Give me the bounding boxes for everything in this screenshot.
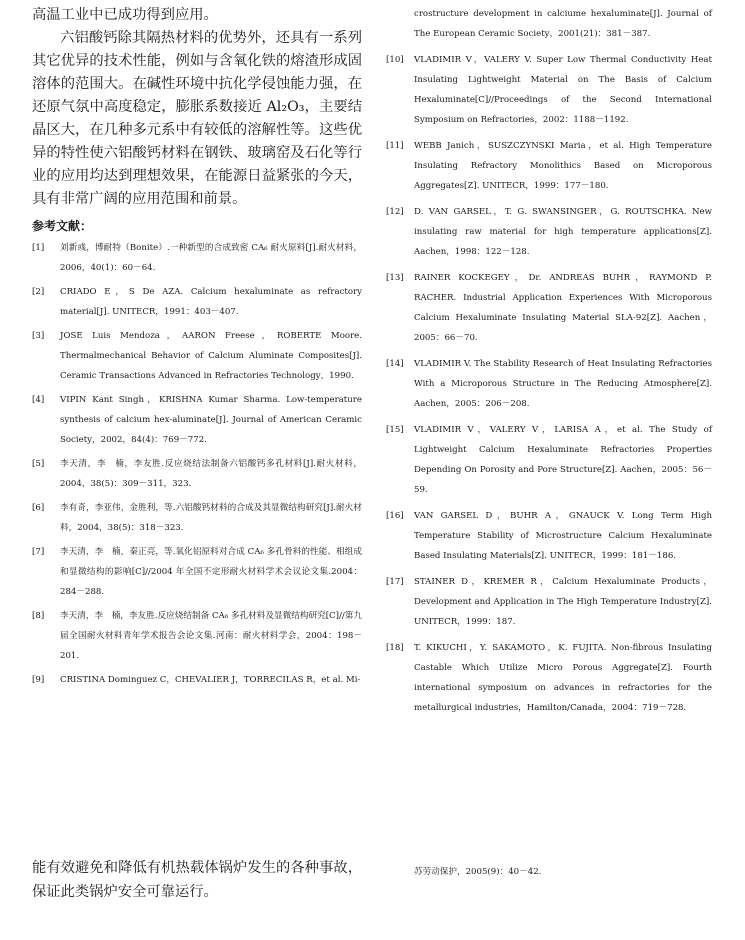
reference-item xyxy=(386,268,712,348)
reference-text: CRISTINA Dominguez C，CHEVALIER J，TORRECILAS R，et al. Mi- xyxy=(60,675,361,685)
references-list-left xyxy=(32,238,362,690)
references-heading: 参考文献： xyxy=(32,219,93,233)
reference-text: VLADIMIR V. The Stability Research of Heat Insulating Refractories With a Microporous Structure in The Reducing Atmosphere[Z]. Aachen，2005：206－208. xyxy=(414,359,712,409)
reference-number: [8] xyxy=(32,611,45,621)
reference-item xyxy=(386,4,712,44)
reference-text: RAINER KOCKEGEY，Dr. ANDREAS BUHR，RAYMOND P. RACHER. Industrial Application Experiences With Microporous Calcium Hexaluminate Insulating Material SLA-92[Z]. Aachen，2005：66－70. xyxy=(414,273,712,343)
reference-item xyxy=(32,542,362,602)
reference-text: 李天清，李 楠，李友胜.反应烧结制备 CA₆ 多孔材料及显微结构研究[C]//第九届全国耐火材料青年学术报告会论文集.河南：耐火材料学会，2004：198－201. xyxy=(60,611,362,661)
reference-item xyxy=(386,202,712,262)
reference-item xyxy=(386,572,712,632)
reference-number: [15] xyxy=(386,425,404,435)
reference-item xyxy=(32,606,362,666)
reference-text: WEBB Janich，SUSZCZYNSKI Maria，et al. High Temperature Insulating Refractory Monolithics Based on Microporous Aggregates[Z]. UNITECR，1999：177－180. xyxy=(414,141,712,191)
reference-number: [17] xyxy=(386,577,404,587)
reference-item xyxy=(386,420,712,500)
references-list-right xyxy=(386,4,712,718)
reference-number: [18] xyxy=(386,643,404,653)
reference-number: [7] xyxy=(32,547,45,557)
reference-item xyxy=(386,136,712,196)
reference-text: 李有奇，李亚伟，金胜利，等.六铝酸钙材料的合成及其显微结构研究[J].耐火材料，2004，38(5)：318－323. xyxy=(60,503,362,533)
reference-item xyxy=(386,506,712,566)
reference-text: crostructure development in calciume hexaluminate[J]. Journal of The European Ceramic Society，2001(21)：381－387. xyxy=(414,9,712,39)
left-column xyxy=(32,4,362,694)
reference-number: [6] xyxy=(32,503,45,513)
reference-number: [12] xyxy=(386,207,404,217)
reference-text: VIPIN Kant Singh，KRISHNA Kumar Sharma. Low-temperature synthesis of calcium hex-aluminate[J]. Journal of American Ceramic Society，2002，84(4)：769－772. xyxy=(60,395,362,445)
reference-text: 李天清，李 楠，秦正亮，等.氧化铝原料对合成 CA₆ 多孔骨料的性能、相组成和显微结构的影响[C]//2004 年全国不定形耐火材料学术会议论文集.2004：284－288. xyxy=(60,547,362,597)
reference-item xyxy=(32,238,362,278)
reference-text: JOSE Luis Mendoza，AARON Freese，ROBERTE Moore. Thermalmechanical Behavior of Calcium Aluminate Composites[J]. Ceramic Transactions Advanced in Refractories Technology，1990. xyxy=(60,331,362,381)
reference-item xyxy=(32,282,362,322)
reference-item xyxy=(386,50,712,130)
reference-number: [9] xyxy=(32,675,45,685)
reference-number: [16] xyxy=(386,511,404,521)
reference-text: T. KIKUCHI，Y. SAKAMOTO，K. FUJITA. Non-fibrous Insulating Castable Which Utilize Micro Porous Aggregate[Z]. Fourth international symposium on advances in refractories for the metallurgical industries，Hamilton/Canada，2004：719－728. xyxy=(414,643,712,713)
right-column xyxy=(386,4,712,724)
reference-number: [11] xyxy=(386,141,404,151)
reference-text: CRIADO E，S De AZA. Calcium hexaluminate as refractory material[J]. UNITECR，1991：403－407. xyxy=(60,287,362,317)
reference-item xyxy=(32,390,362,450)
reference-item xyxy=(32,498,362,538)
reference-text: VAN GARSEL D，BUHR A，GNAUCK V. Long Term High Temperature Stability of Microstructure Calcium Hexaluminate Based Insulating Materials[Z]. UNITECR，1999：181－186. xyxy=(414,511,712,561)
reference-number: [1] xyxy=(32,243,45,253)
reference-text: STAINER D，KREMER R，Calcium Hexaluminate Products，Development and Application in The High Temperature Industry[Z]. UNITECR，1999：187. xyxy=(414,577,712,627)
reference-text: D. VAN GARSEL，T. G. SWANSINGER，G. ROUTSCHKA. New insulating raw material for high temperature applications[Z]. Aachen，1998：122－128. xyxy=(414,207,712,257)
reference-number: [4] xyxy=(32,395,45,405)
bottom-right-text-block xyxy=(414,862,714,882)
paragraph-tail: 高温工业中已成功得到应用。 xyxy=(32,7,218,23)
bottom-left-text-block xyxy=(32,856,362,904)
reference-item xyxy=(32,326,362,386)
reference-item xyxy=(386,638,712,718)
reference-number: [13] xyxy=(386,273,404,283)
bottom-right-reference: 苏劳动保护，2005(9)：40－42. xyxy=(414,867,542,877)
reference-number: [2] xyxy=(32,287,45,297)
reference-text: VLADIMIR V，VALERY V，LARISA A，et al. The Study of Lightweight Calcium Hexaluminate Refractories Properties Depending On Porosity and Pore Structure[Z]. Aachen，2005：56－59. xyxy=(414,425,712,495)
reference-item xyxy=(386,354,712,414)
reference-text: VLADIMIR V，VALERY V. Super Low Thermal Conductivity Heat Insulating Lightweight Material on The Basis of Calcium Hexaluminate[C]//Proceedings of the Second International Symposium on Refractories，2002：1188－1192. xyxy=(414,55,712,125)
reference-number: [14] xyxy=(386,359,404,369)
reference-text: 刘新彧，博耐特（Bonite）.一种新型的合成致密 CA₆ 耐火原料[J].耐火材料，2006，40(1)：60－64. xyxy=(60,243,362,273)
reference-text: 李天清，李 楠，李友胜.反应烧结法制备六铝酸钙多孔材料[J].耐火材料，2004，38(5)：309－311，323. xyxy=(60,459,362,489)
reference-number: [3] xyxy=(32,331,45,341)
paragraph-main xyxy=(32,27,362,211)
reference-item xyxy=(32,454,362,494)
bottom-left-paragraph: 能有效避免和降低有机热载体锅炉发生的各种事故，保证此类锅炉安全可靠运行。 xyxy=(32,860,362,900)
reference-number: [10] xyxy=(386,55,404,65)
paragraph-main-text: 六铝酸钙除其隔热材料的优势外，还具有一系列其它优异的技术性能，例如与含氧化铁的熔渣形成固溶体的范围大。在碱性环境中抗化学侵蚀能力强，在还原气氛中高度稳定，膨胀系数接近 Al₂O₃，主要结晶区大，在几种多元系中有较低的溶解性等。这些优异的特性使六铝酸钙材料在钢铁、玻璃窑及石化等行业的应用均达到理想效果，在能源日益紧张的今天，具有非常广阔的应用范围和前景。 xyxy=(32,30,362,207)
reference-item xyxy=(32,670,362,690)
reference-number: [5] xyxy=(32,459,45,469)
